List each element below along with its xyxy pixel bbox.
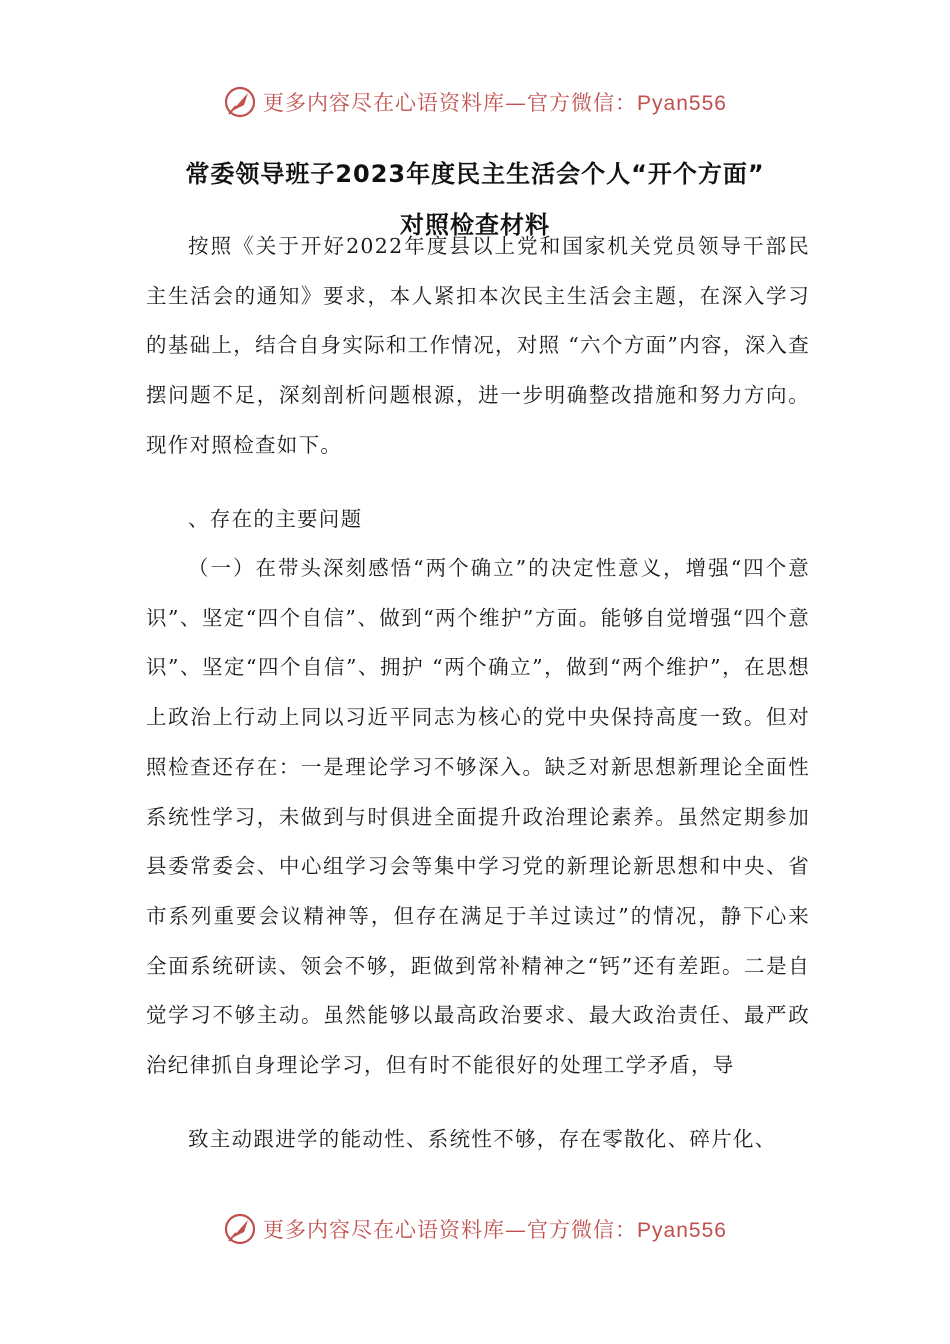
section-heading: 、存在的主要问题 bbox=[188, 507, 363, 531]
watermark-text bbox=[263, 1214, 727, 1244]
watermark-account-label: 官方微信： bbox=[527, 1218, 638, 1242]
paragraph-intro-text: 按照《关于开好2022年度县以上党和国家机关党员领导干部民主生活会的通知》要求，本人紧扣本次民主生活会主题，在深入学习的基础上，结合自身实际和工作情况，对照 “六个方面”内容，深入查摆问题不足，深刻剖析问题根源，进一步明确整改措施和努力方向。现作对照检查如下。 bbox=[146, 234, 810, 457]
watermark-account: Pyan556 bbox=[637, 1219, 727, 1242]
watermark-text bbox=[263, 87, 727, 117]
watermark-site-name: 更多内容尽在心语资料库 bbox=[263, 91, 506, 115]
quill-logo-icon bbox=[223, 85, 257, 119]
quill-logo-icon bbox=[223, 1212, 257, 1246]
watermark-header bbox=[0, 80, 950, 124]
paragraph-section-one-text: （一）在带头深刻感悟“两个确立”的决定性意义，增强“四个意识”、坚定“四个自信”、做到“两个维护”方面。能够自觉增强“四个意识”、坚定“四个自信”、拥护 “两个确立”，做到“两个维护”，在思想上政治上行动上同以习近平同志为核心的党中央保持高度一致。但对照检查还存在：一是理论学习不够深入。缺乏对新思想新理论全面性系统性学习，未做到与时俱进全面提升政治理论素养。虽然定期参加县委常委会、中心组学习会等集中学习党的新理论新思想和中央、省市系列重要会议精神等，但存在满足于羊过读过”的情况，静下心来全面系统研读、领会不够，距做到常补精神之“钙”还有差距。二是自觉学习不够主动。虽然能够以最高政治要求、最大政治责任、最严政治纪律抓自身理论学习，但有时不能很好的处理工学矛盾，导 bbox=[146, 556, 810, 1078]
watermark-footer bbox=[0, 1207, 950, 1251]
watermark-account-label: 官方微信： bbox=[527, 91, 638, 115]
paragraph-continued-text: 致主动跟进学的能动性、系统性不够，存在零散化、碎片化、 bbox=[188, 1127, 777, 1151]
paragraph-continued bbox=[146, 1115, 810, 1165]
paragraph-intro bbox=[146, 222, 810, 471]
watermark-dash: — bbox=[505, 91, 528, 115]
paragraph-section-one bbox=[146, 544, 810, 1091]
watermark-account: Pyan556 bbox=[637, 92, 727, 115]
watermark-site-name: 更多内容尽在心语资料库 bbox=[263, 1218, 506, 1242]
document-title-line2: 对照检查材料 bbox=[400, 211, 550, 239]
document-title-line1: 常委领导班子2023年度民主生活会个人“开个方面” bbox=[185, 160, 765, 188]
watermark-dash: — bbox=[505, 1218, 528, 1242]
